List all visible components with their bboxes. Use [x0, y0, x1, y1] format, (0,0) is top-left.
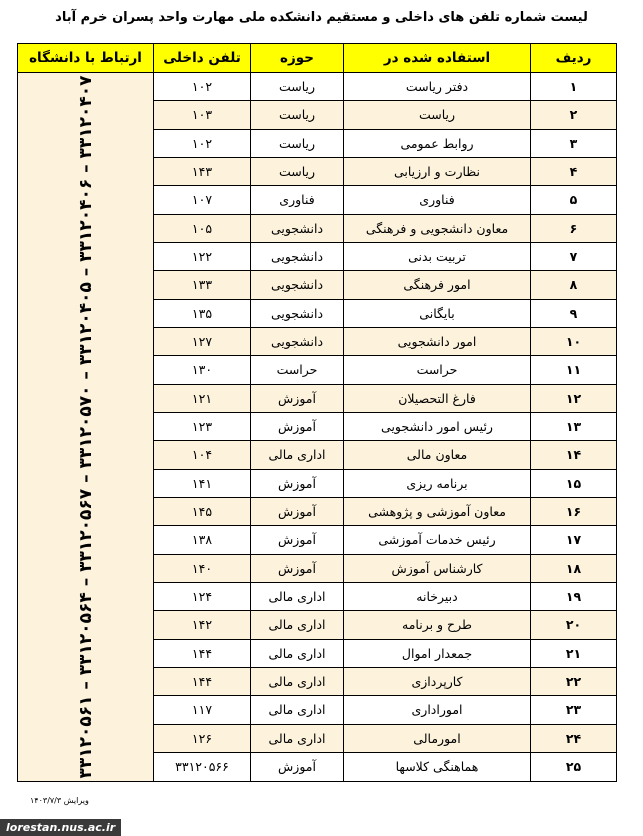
page-title: لیست شماره تلفن های داخلی و مستقیم دانشکده ملی مهارت واحد پسران خرم آباد: [55, 10, 588, 25]
used-by-cell: برنامه ریزی: [344, 469, 531, 497]
row-number-cell: ۲۴: [531, 724, 617, 752]
area-cell: حراست: [251, 356, 344, 384]
used-by-cell: معاون مالی: [344, 441, 531, 469]
internal-phone-cell: ۱۰۷: [154, 186, 251, 214]
internal-phone-cell: ۱۲۲: [154, 242, 251, 270]
row-number-cell: ۱۴: [531, 441, 617, 469]
internal-phone-cell: ۱۴۲: [154, 611, 251, 639]
row-number-cell: ۲۱: [531, 639, 617, 667]
edit-date-note: ویرایش ۱۴۰۳/۷/۳: [30, 796, 89, 805]
internal-phone-cell: ۱۲۶: [154, 724, 251, 752]
internal-phone-cell: ۱۴۰: [154, 554, 251, 582]
used-by-cell: تربیت بدنی: [344, 242, 531, 270]
used-by-cell: معاون آموزشی و پژوهشی: [344, 497, 531, 525]
header-contact-university: ارتباط با دانشگاه: [18, 44, 154, 73]
area-cell: اداری مالی: [251, 696, 344, 724]
area-cell: ریاست: [251, 101, 344, 129]
area-cell: دانشجویی: [251, 214, 344, 242]
contact-numbers-cell: [18, 73, 154, 782]
row-number-cell: ۴: [531, 157, 617, 185]
used-by-cell: روابط عمومی: [344, 129, 531, 157]
site-url-tag[interactable]: lorestan.nus.ac.ir: [0, 819, 121, 836]
used-by-cell: دبیرخانه: [344, 582, 531, 610]
area-cell: آموزش: [251, 384, 344, 412]
used-by-cell: حراست: [344, 356, 531, 384]
used-by-cell: کارشناس آموزش: [344, 554, 531, 582]
row-number-cell: ۱۲: [531, 384, 617, 412]
used-by-cell: فناوری: [344, 186, 531, 214]
internal-phone-cell: ۱۰۴: [154, 441, 251, 469]
row-number-cell: ۲: [531, 101, 617, 129]
internal-phone-cell: ۱۲۷: [154, 327, 251, 355]
internal-phone-cell: ۱۴۴: [154, 667, 251, 695]
used-by-cell: هماهنگی کلاسها: [344, 752, 531, 781]
internal-phone-cell: ۱۱۷: [154, 696, 251, 724]
area-cell: ریاست: [251, 129, 344, 157]
header-internal-phone: تلفن داخلی: [154, 44, 251, 73]
area-cell: اداری مالی: [251, 724, 344, 752]
internal-phone-cell: ۱۲۴: [154, 582, 251, 610]
row-number-cell: ۱۸: [531, 554, 617, 582]
row-number-cell: ۲۰: [531, 611, 617, 639]
row-number-cell: ۱۶: [531, 497, 617, 525]
internal-phone-cell: ۱۳۸: [154, 526, 251, 554]
used-by-cell: طرح و برنامه: [344, 611, 531, 639]
area-cell: دانشجویی: [251, 299, 344, 327]
area-cell: اداری مالی: [251, 441, 344, 469]
internal-phone-cell: ۱۳۳: [154, 271, 251, 299]
internal-phone-cell: ۱۴۱: [154, 469, 251, 497]
row-number-cell: ۱۷: [531, 526, 617, 554]
internal-phone-cell: ۱۰۳: [154, 101, 251, 129]
area-cell: اداری مالی: [251, 639, 344, 667]
internal-phone-cell: ۱۲۱: [154, 384, 251, 412]
used-by-cell: دفتر ریاست: [344, 73, 531, 101]
area-cell: دانشجویی: [251, 242, 344, 270]
row-number-cell: ۱۳: [531, 412, 617, 440]
row-number-cell: ۲۲: [531, 667, 617, 695]
header-used-by: استفاده شده در: [344, 44, 531, 73]
area-cell: آموزش: [251, 497, 344, 525]
row-number-cell: ۹: [531, 299, 617, 327]
area-cell: فناوری: [251, 186, 344, 214]
internal-phone-cell: ۱۰۲: [154, 129, 251, 157]
row-number-cell: ۱۵: [531, 469, 617, 497]
internal-phone-cell: ۱۳۵: [154, 299, 251, 327]
area-cell: ریاست: [251, 73, 344, 101]
internal-phone-cell: ۱۴۴: [154, 639, 251, 667]
area-cell: اداری مالی: [251, 582, 344, 610]
area-cell: آموزش: [251, 554, 344, 582]
internal-phone-cell: ۱۳۰: [154, 356, 251, 384]
area-cell: آموزش: [251, 526, 344, 554]
row-number-cell: ۵: [531, 186, 617, 214]
internal-phone-cell: ۱۴۵: [154, 497, 251, 525]
used-by-cell: جمعدار اموال: [344, 639, 531, 667]
used-by-cell: رئیس امور دانشجویی: [344, 412, 531, 440]
used-by-cell: ریاست: [344, 101, 531, 129]
used-by-cell: معاون دانشجویی و فرهنگی: [344, 214, 531, 242]
row-number-cell: ۱۱: [531, 356, 617, 384]
header-row-number: ردیف: [531, 44, 617, 73]
area-cell: ریاست: [251, 157, 344, 185]
row-number-cell: ۱: [531, 73, 617, 101]
used-by-cell: امور دانشجویی: [344, 327, 531, 355]
header-area: حوزه: [251, 44, 344, 73]
row-number-cell: ۲۵: [531, 752, 617, 781]
internal-phone-cell: ۱۲۳: [154, 412, 251, 440]
row-number-cell: ۳: [531, 129, 617, 157]
area-cell: آموزش: [251, 412, 344, 440]
area-cell: آموزش: [251, 469, 344, 497]
row-number-cell: ۸: [531, 271, 617, 299]
phone-table: [17, 43, 617, 782]
used-by-cell: کارپردازی: [344, 667, 531, 695]
area-cell: آموزش: [251, 752, 344, 781]
row-number-cell: ۱۹: [531, 582, 617, 610]
used-by-cell: رئیس خدمات آموزشی: [344, 526, 531, 554]
internal-phone-cell: ۱۴۳: [154, 157, 251, 185]
area-cell: دانشجویی: [251, 327, 344, 355]
used-by-cell: نظارت و ارزیابی: [344, 157, 531, 185]
internal-phone-cell: ۱۰۵: [154, 214, 251, 242]
area-cell: اداری مالی: [251, 667, 344, 695]
row-number-cell: ۲۳: [531, 696, 617, 724]
table-row: [18, 73, 617, 101]
internal-phone-cell: ۳۳۱۲۰۵۶۶: [154, 752, 251, 781]
used-by-cell: فارغ التحصیلان: [344, 384, 531, 412]
used-by-cell: بایگانی: [344, 299, 531, 327]
row-number-cell: ۱۰: [531, 327, 617, 355]
contact-numbers-text: ۳۳۱۲۰۵۶۱ – ۳۳۱۲۰۵۶۴ – ۳۳۱۲۰۵۶۷ – ۳۳۱۲۰۵۷۰ – ۳۳۱۲۰۴۰۵ – ۳۳۱۲۰۴۰۶ – ۳۳۱۲۰۴۰۷: [75, 75, 96, 779]
header-row: [18, 44, 617, 73]
area-cell: دانشجویی: [251, 271, 344, 299]
used-by-cell: امور فرهنگی: [344, 271, 531, 299]
row-number-cell: ۶: [531, 214, 617, 242]
used-by-cell: اموراداری: [344, 696, 531, 724]
internal-phone-cell: ۱۰۲: [154, 73, 251, 101]
area-cell: اداری مالی: [251, 611, 344, 639]
used-by-cell: امورمالی: [344, 724, 531, 752]
row-number-cell: ۷: [531, 242, 617, 270]
